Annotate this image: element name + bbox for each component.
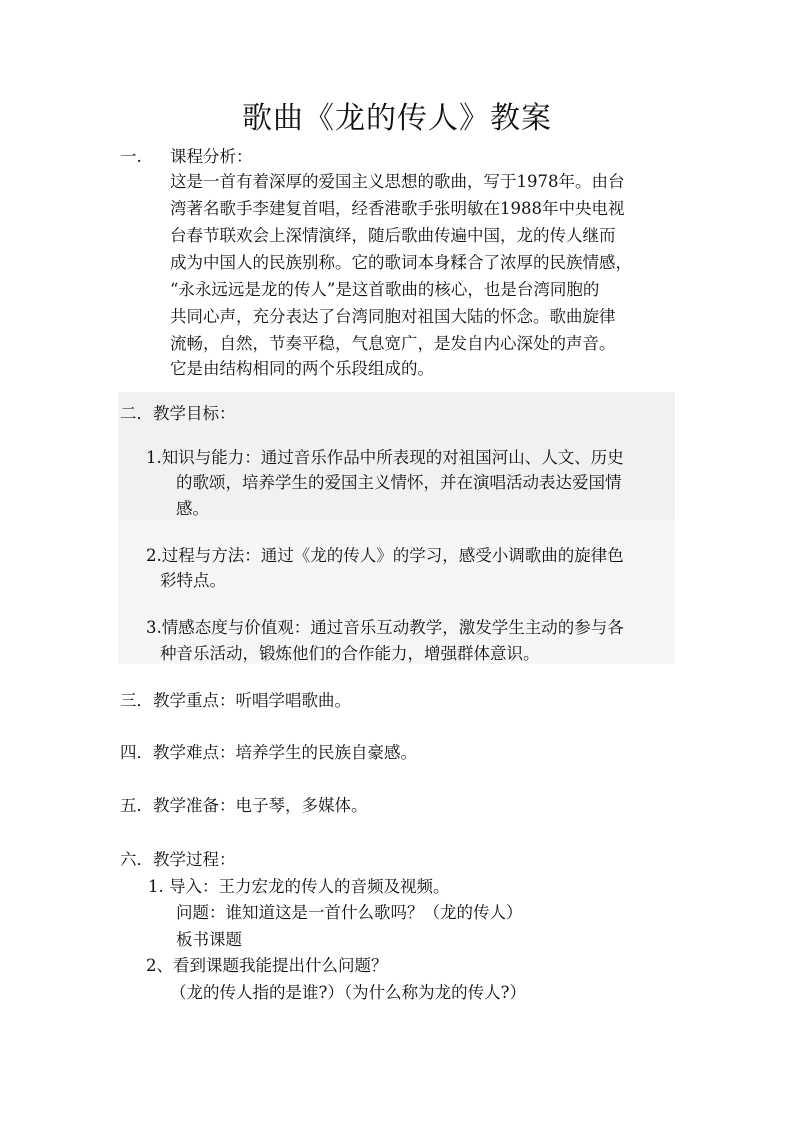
- section-1-line-1: 这是一首有着深厚的爱国主义思想的歌曲，写于1978年。由台: [170, 172, 625, 191]
- section-1-line-5: “永永远远是龙的传人”是这首歌曲的核心，也是台湾同胞的: [170, 280, 600, 299]
- section-1-line-8: 它是由结构相同的两个乐段组成的。: [170, 359, 434, 378]
- process-step-2: 2、看到课题我能提出什么问题？: [146, 956, 388, 975]
- section-3: 三．教学重点：听唱学唱歌曲。: [120, 691, 351, 710]
- section-1-line-2: 湾著名歌手李建复首唱，经香港歌手张明敏在1988年中央电视: [170, 199, 625, 218]
- objective-3-line-1: 3.情感态度与价值观：通过音乐互动教学，激发学生主动的参与各: [146, 618, 624, 637]
- process-step-1: 1. 导入：王力宏龙的传人的音频及视频。: [148, 877, 450, 896]
- section-1-number: 一.: [120, 147, 142, 166]
- section-1-line-6: 共同心声，充分表达了台湾同胞对祖国大陆的怀念。歌曲旋律: [170, 307, 616, 326]
- section-1-line-4: 成为中国人的民族别称。它的歌词本身糅合了浓厚的民族情感，: [170, 253, 632, 272]
- objective-2-line-1: 2.过程与方法：通过《龙的传人》的学习，感受小调歌曲的旋律色: [146, 546, 624, 565]
- section-5: 五．教学准备：电子琴，多媒体。: [120, 796, 368, 815]
- process-question: 问题：谁知道这是一首什么歌吗？（龙的传人）: [176, 903, 523, 922]
- section-1-line-7: 流畅，自然，节奏平稳，气息宽广，是发自内心深处的声音。: [170, 334, 616, 353]
- section-2-heading: 二．教学目标：: [120, 404, 236, 423]
- objective-1-line-1: 1.知识与能力：通过音乐作品中所表现的对祖国河山、人文、历史: [146, 448, 624, 467]
- section-4: 四．教学难点：培养学生的民族自豪感。: [120, 743, 417, 762]
- page-title: 歌曲《龙的传人》教案: [242, 101, 552, 136]
- process-board-title: 板书课题: [176, 930, 242, 949]
- section-1-heading: 课程分析：: [170, 147, 253, 166]
- objective-1-line-2: 的歌颂，培养学生的爱国主义情怀，并在演唱活动表达爱国情: [176, 473, 622, 492]
- section-1-line-3: 台春节联欢会上深情演绎，随后歌曲传遍中国，龙的传人继而: [170, 226, 616, 245]
- objective-2-line-2: 彩特点。: [160, 571, 226, 590]
- section-6-heading: 六．教学过程：: [120, 850, 236, 869]
- objective-1-line-3: 感。: [176, 499, 209, 518]
- objective-3-line-2: 种音乐活动，锻炼他们的合作能力，增强群体意识。: [160, 644, 540, 663]
- process-step-2-questions: （龙的传人指的是谁?）（为什么称为龙的传人?）: [170, 983, 526, 1002]
